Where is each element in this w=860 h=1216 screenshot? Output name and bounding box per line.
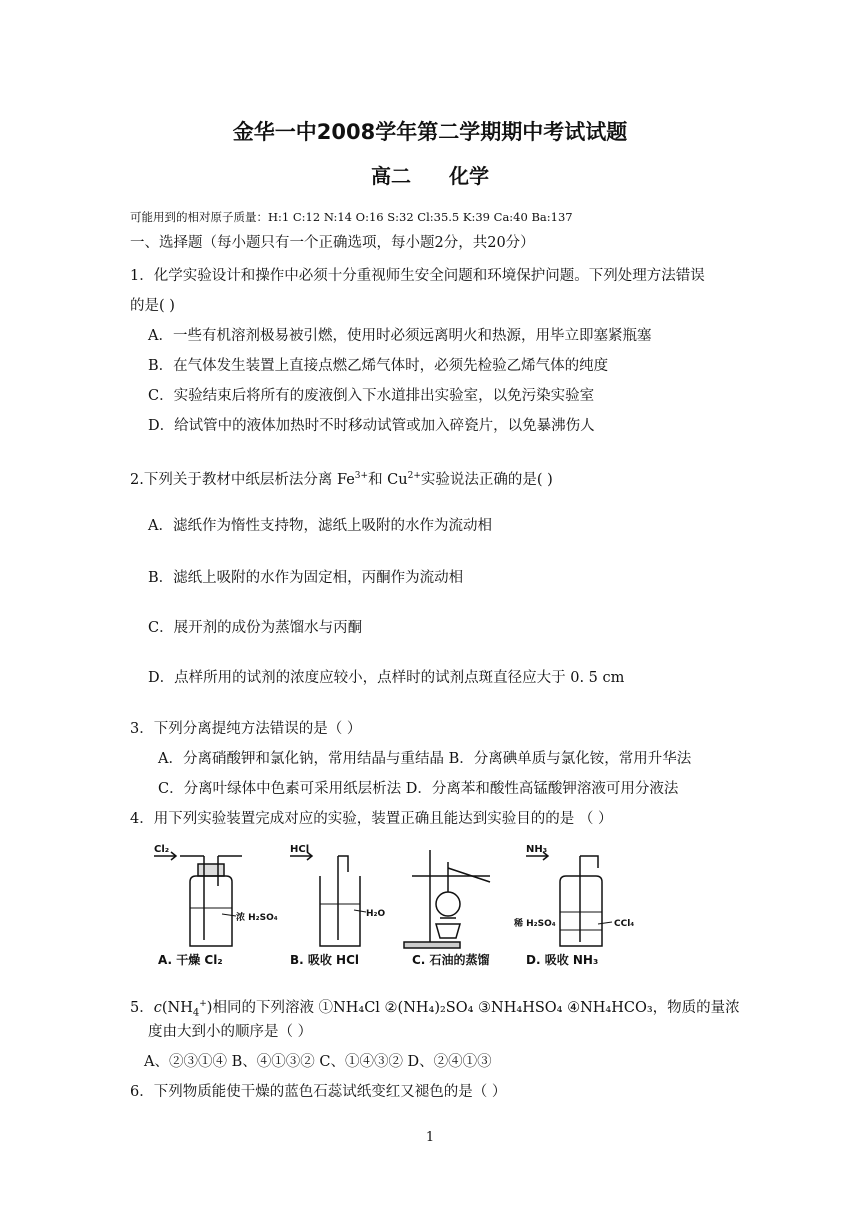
q6-stem: 6．下列物质能使干燥的蓝色石蕊试纸变红又褪色的是（ ） bbox=[130, 1084, 507, 1100]
q2-stem bbox=[130, 466, 553, 490]
q2-option-a: A．滤纸作为惰性支持物，滤纸上吸附的水作为流动相 bbox=[148, 518, 492, 534]
q2-stem-suffix: 实验说法正确的是( ) bbox=[420, 471, 553, 488]
fig-a-gas: Cl₂ bbox=[154, 844, 170, 855]
exam-subtitle bbox=[0, 160, 860, 189]
q3-stem: 3．下列分离提纯方法错误的是（ ） bbox=[130, 721, 362, 737]
q1-stem-line2: 的是( ) bbox=[130, 298, 175, 314]
q2-option-d: D．点样所用的试剂的浓度应较小，点样时的试剂点斑直径应大于 0. 5 cm bbox=[148, 670, 625, 686]
fig-a-reagent: 浓 H₂SO₄ bbox=[236, 913, 278, 923]
q4-apparatus-figure bbox=[150, 842, 660, 968]
q1-stem-line1: 1．化学实验设计和操作中必须十分重视师生安全问题和环境保护问题。下列处理方法错误 bbox=[130, 268, 705, 284]
fig-d-reagent-right: CCl₄ bbox=[614, 919, 635, 929]
fig-c-caption: C. 石油的蒸馏 bbox=[412, 953, 490, 967]
q2-stem-mid: 和 Cu bbox=[368, 471, 408, 488]
exam-title: 金华一中2008学年第二学期期中考试试题 bbox=[232, 120, 628, 144]
q5-number: 5． bbox=[130, 999, 154, 1016]
q1-option-d: D．给试管中的液体加热时不时移动试管或加入碎瓷片，以免暴沸伤人 bbox=[148, 418, 595, 434]
fig-a-caption: A. 干燥 Cl₂ bbox=[158, 953, 223, 967]
q1-option-a: A．一些有机溶剂极易被引燃，使用时必须远离明火和热源，用毕立即塞紧瓶塞 bbox=[148, 328, 652, 344]
q2-option-c: C．展开剂的成份为蒸馏水与丙酮 bbox=[148, 620, 363, 636]
q2-option-b: B．滤纸上吸附的水作为固定相，丙酮作为流动相 bbox=[148, 570, 464, 586]
fig-d-gas: NH₃ bbox=[526, 844, 548, 855]
grade-label: 高二 bbox=[371, 164, 411, 188]
fig-b-reagent: H₂O bbox=[366, 909, 386, 919]
cu-charge: 2+ bbox=[407, 471, 421, 481]
q3-options-ab: A．分离硝酸钾和氯化钠，常用结晶与重结晶 B．分离碘单质与氯化铵，常用升华法 bbox=[158, 751, 692, 767]
q5-options: A、②③①④ B、④①③② C、①④③② D、②④①③ bbox=[144, 1054, 492, 1070]
fe-charge: 3+ bbox=[354, 471, 369, 481]
q5-nh4-sup: + bbox=[199, 999, 207, 1009]
fig-d-caption: D. 吸收 NH₃ bbox=[526, 953, 599, 967]
q3-options-cd: C．分离叶绿体中色素可采用纸层析法 D．分离苯和酸性高锰酸钾溶液可用分液法 bbox=[158, 781, 679, 797]
fig-b-caption: B. 吸收 HCl bbox=[290, 953, 360, 967]
q5-stem-rest: )相同的下列溶液 ①NH₄Cl ②(NH₄)₂SO₄ ③NH₄HSO₄ ④NH₄HCO₃，物质的量浓 bbox=[206, 999, 740, 1016]
section-heading: 一、选择题（每小题只有一个正确选项，每小题2分，共20分） bbox=[130, 235, 535, 251]
q1-option-c: C．实验结束后将所有的废液倒入下水道排出实验室，以免污染实验室 bbox=[148, 388, 595, 404]
subject-label: 化学 bbox=[449, 164, 489, 188]
page-number: 1 bbox=[425, 1130, 435, 1145]
q5-stem-line2: 度由大到小的顺序是（ ） bbox=[148, 1024, 313, 1040]
q5-nh4-open: (NH bbox=[161, 999, 193, 1016]
atomic-masses-line: 可能用到的相对原子质量：H:1 C:12 N:14 O:16 S:32 Cl:35.5 K:39 Ca:40 Ba:137 bbox=[130, 210, 573, 224]
fig-d-reagent-left: 稀 H₂SO₄ bbox=[514, 919, 556, 929]
q5-c-symbol: c bbox=[153, 999, 162, 1016]
q4-stem: 4．用下列实验装置完成对应的实验，装置正确且能达到实验目的的是 （ ） bbox=[130, 811, 613, 827]
q5-stem-line1 bbox=[130, 994, 740, 1024]
q2-stem-prefix: 2.下列关于教材中纸层析法分离 Fe bbox=[130, 471, 355, 488]
q5-nh4-sub: 4 bbox=[192, 1007, 200, 1019]
q1-option-b: B．在气体发生装置上直接点燃乙烯气体时，必须先检验乙烯气体的纯度 bbox=[148, 358, 609, 374]
fig-b-gas: HCl bbox=[290, 844, 310, 855]
